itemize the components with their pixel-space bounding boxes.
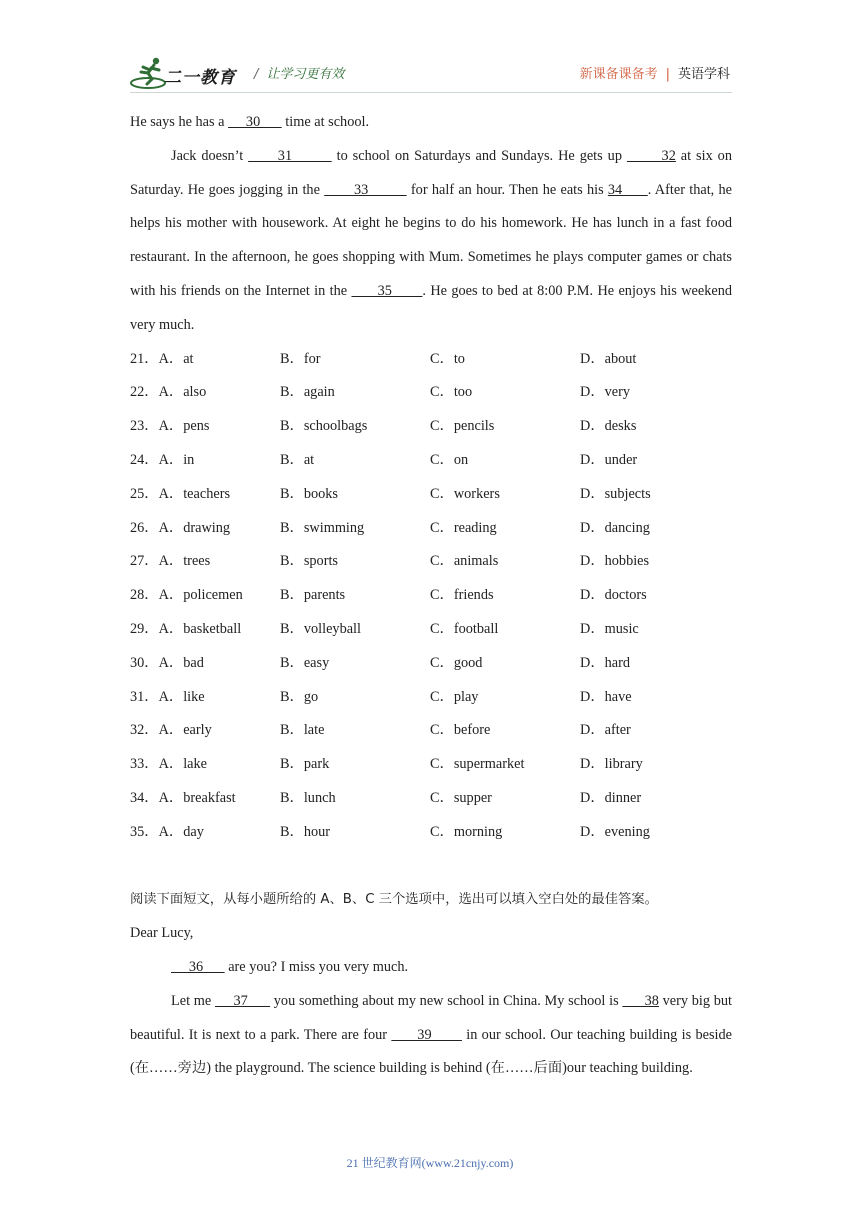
text-span: Let me [171, 992, 215, 1009]
passage2-line1 [130, 951, 732, 985]
text-span: . After that, he helps his mother with housework. At eight he begins to do his homework. He has lunch in a fast food restaurant. In the afternoon, he goes shopping with Mum. Sometimes he plays computer games or chats with his friends on the Internet in the [130, 181, 733, 299]
option-b: B．at [280, 451, 315, 468]
blank-32: 32 [626, 147, 676, 164]
question-row [130, 647, 732, 681]
option-a: 28．A．policemen [130, 587, 243, 604]
logo-text: 二一教育 [164, 68, 236, 88]
option-b: B．parents [280, 587, 346, 604]
text-span: very big but beautiful. It is next to a park. There are four [130, 992, 733, 1043]
text-span: for half an hour. Then he eats his [406, 181, 608, 198]
option-c: C．supper [430, 789, 492, 806]
option-d: D．after [580, 722, 631, 739]
question-row [130, 512, 732, 546]
option-c: C．football [430, 620, 499, 637]
letter-greeting: Dear Lucy, [130, 925, 194, 942]
option-b: B．swimming [280, 519, 365, 536]
text-span: are you? I miss you very much. [224, 958, 409, 975]
option-c: C．friends [430, 587, 494, 604]
page-header [130, 55, 730, 91]
option-d: D．about [580, 350, 637, 367]
option-d: D．library [580, 756, 643, 773]
blank-34: 34 [607, 181, 648, 198]
option-d: D．doctors [580, 587, 647, 604]
text-span: you something about my new school in China. My school is [270, 992, 623, 1009]
logo [130, 55, 250, 91]
option-c: C．animals [430, 553, 499, 570]
blank-30: 30 [228, 114, 282, 130]
question-row [130, 816, 732, 850]
option-a: 23．A．pens [130, 418, 210, 435]
option-a: 22．A．also [130, 384, 207, 401]
passage1-line1 [130, 106, 732, 140]
text-span: . He goes to bed at 8:00 P.M. He enjoys his weekend very much. [130, 282, 732, 333]
text-span: Jack doesn’t [171, 147, 249, 164]
question-row [130, 410, 732, 444]
option-a: 34．A．breakfast [130, 789, 236, 806]
option-a: 31．A．like [130, 688, 205, 705]
option-b: B．schoolbags [280, 418, 368, 435]
option-c: C．before [430, 722, 491, 739]
option-d: D．evening [580, 823, 650, 840]
option-d: D．subjects [580, 485, 651, 502]
text-span: in our school. Our teaching building is beside (在……旁边) the playground. The science building is behind (在……后面)our teaching building. [130, 1026, 732, 1077]
option-d: D．under [580, 451, 638, 468]
document-body [130, 106, 732, 1086]
option-a: 35．A．day [130, 823, 204, 840]
header-divider [130, 92, 732, 93]
slogan-slash: / [254, 67, 259, 82]
question-row [130, 714, 732, 748]
course-label: 新课备课备考 [579, 67, 658, 82]
blank-37: 37 [214, 992, 271, 1009]
option-c: C．morning [430, 823, 503, 840]
option-d: D．dinner [580, 789, 642, 806]
option-a: 26．A．drawing [130, 519, 231, 536]
question-row [130, 478, 732, 512]
question-row [130, 444, 732, 478]
option-c: C．pencils [430, 418, 495, 435]
option-b: B．park [280, 756, 330, 773]
question-list [130, 343, 732, 850]
text-span: at six on Saturday. He goes jogging in the [130, 147, 732, 198]
question-row [130, 748, 732, 782]
question-row [130, 782, 732, 816]
option-a: 30．A．bad [130, 654, 204, 671]
option-a: 25．A．teachers [130, 485, 231, 502]
page-footer[interactable]: 21 世纪教育网(www.21cnjy.com) [346, 1156, 514, 1170]
option-a: 33．A．lake [130, 756, 208, 773]
option-c: C．supermarket [430, 756, 525, 773]
option-d: D．music [580, 620, 639, 637]
slogan-text: 让学习更有效 [266, 67, 345, 82]
header-right [580, 63, 730, 82]
blank-33: 33 [324, 181, 407, 198]
option-a: 27．A．trees [130, 553, 211, 570]
option-b: B．lunch [280, 789, 336, 806]
option-c: C．to [430, 350, 465, 367]
question-row [130, 681, 732, 715]
option-d: D．very [580, 384, 631, 401]
question-row [130, 579, 732, 613]
option-d: D．desks [580, 418, 637, 435]
passage1-paragraph [130, 140, 732, 343]
blank-35: 35 [351, 282, 423, 299]
option-c: C．good [430, 654, 483, 671]
question-row [130, 376, 732, 410]
option-d: D．have [580, 688, 632, 705]
spacer [130, 850, 732, 884]
option-b: B．sports [280, 553, 338, 570]
option-a: 29．A．basketball [130, 620, 242, 637]
option-c: C．reading [430, 519, 497, 536]
option-a: 24．A．in [130, 451, 195, 468]
option-d: D．dancing [580, 519, 650, 536]
question-row [130, 613, 732, 647]
option-b: B．again [280, 384, 335, 401]
blank-39: 39 [391, 1026, 462, 1043]
text-span: time at school. [281, 114, 370, 130]
text-span: to school on Saturdays and Sundays. He gets up [331, 147, 627, 164]
header-separator: | [665, 67, 670, 82]
option-b: B．go [280, 688, 319, 705]
passage2-paragraph [130, 985, 732, 1086]
option-a: 21．A．at [130, 350, 194, 367]
option-d: D．hard [580, 654, 631, 671]
option-a: 32．A．early [130, 722, 212, 739]
option-c: C．too [430, 384, 473, 401]
option-b: B．hour [280, 823, 331, 840]
question-row [130, 343, 732, 377]
option-c: C．workers [430, 485, 500, 502]
option-c: C．on [430, 451, 469, 468]
text-span: He says he has a [130, 114, 229, 130]
option-d: D．hobbies [580, 553, 650, 570]
slogan [254, 63, 344, 82]
subject-label: 英语学科 [677, 67, 730, 82]
option-b: B．late [280, 722, 325, 739]
section-instruction: 阅读下面短文，从每小题所给的 A、B、C 三个选项中，选出可以填入空白处的最佳答案。 [130, 892, 658, 908]
blank-38: 38 [622, 992, 659, 1009]
option-c: C．play [430, 688, 479, 705]
option-b: B．easy [280, 654, 330, 671]
option-b: B．volleyball [280, 620, 362, 637]
option-b: B．books [280, 485, 338, 502]
question-row [130, 545, 732, 579]
option-b: B．for [280, 350, 321, 367]
blank-31: 31 [248, 147, 332, 164]
blank-36: 36 [171, 958, 225, 975]
